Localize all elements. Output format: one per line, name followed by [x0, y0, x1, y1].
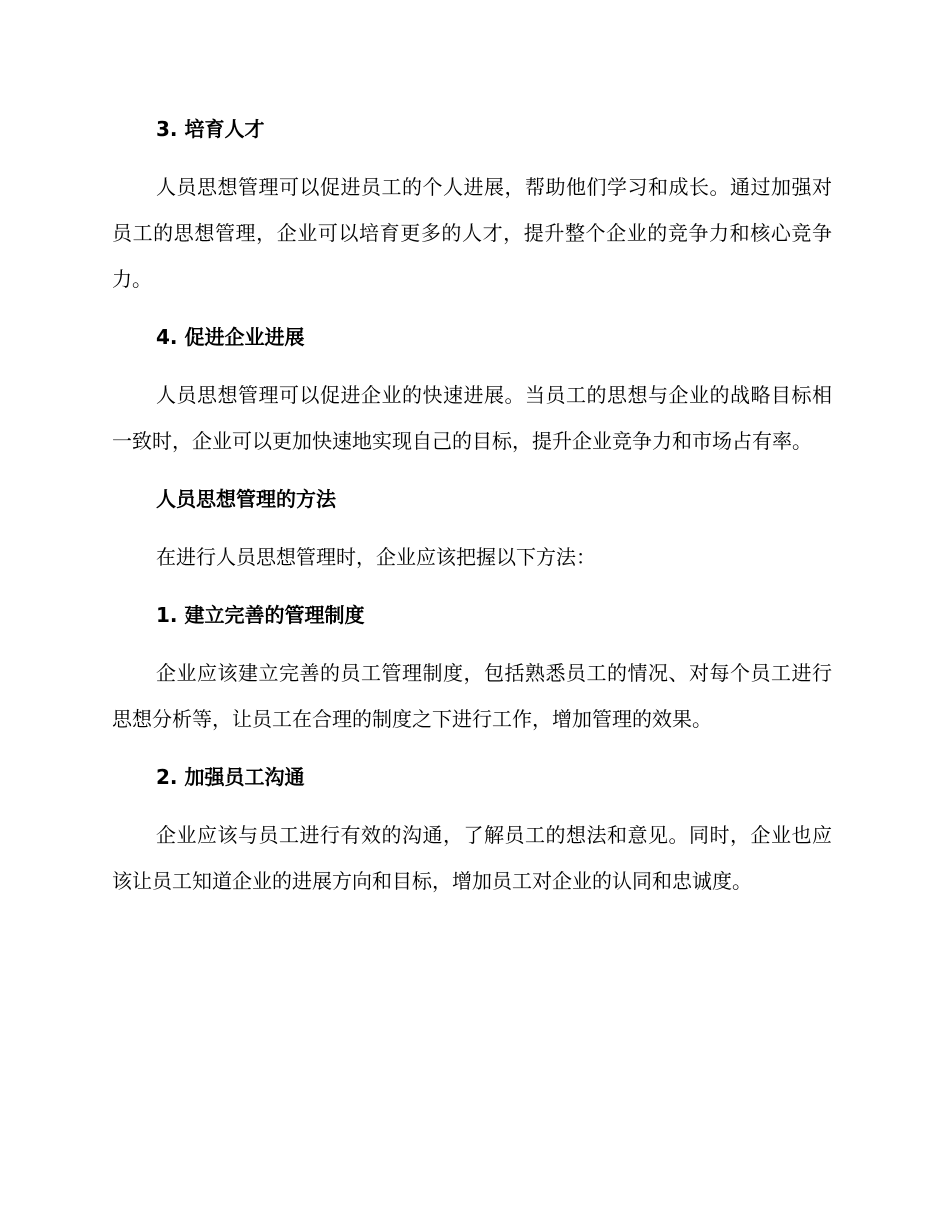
- section-heading-communication: 2. 加强员工沟通: [156, 765, 305, 789]
- paragraph-cultivate-talent: 人员思想管理可以促进员工的个人进展，帮助他们学习和成长。通过加强对员工的思想管理，企业可以培育更多的人才，提升整个企业的竞争力和核心竞争力。: [112, 175, 832, 291]
- section-heading-methods: 人员思想管理的方法: [156, 487, 336, 511]
- section-heading-cultivate-talent: 3. 培育人才: [156, 117, 265, 141]
- paragraph-promote-development: 人员思想管理可以促进企业的快速进展。当员工的思想与企业的战略目标相一致时，企业可以更加快速地实现自己的目标，提升企业竞争力和市场占有率。: [112, 383, 832, 453]
- section-heading-management-system: 1. 建立完善的管理制度: [156, 603, 365, 627]
- paragraph-management-system: 企业应该建立完善的员工管理制度，包括熟悉员工的情况、对每个员工进行思想分析等，让员工在合理的制度之下进行工作，增加管理的效果。: [112, 661, 832, 731]
- section-heading-promote-development: 4. 促进企业进展: [156, 325, 305, 349]
- document-body: [112, 106, 832, 916]
- paragraph-methods-intro: 在进行人员思想管理时，企业应该把握以下方法：: [156, 545, 596, 569]
- paragraph-communication: 企业应该与员工进行有效的沟通，了解员工的想法和意见。同时，企业也应该让员工知道企业的进展方向和目标，增加员工对企业的认同和忠诚度。: [112, 823, 832, 893]
